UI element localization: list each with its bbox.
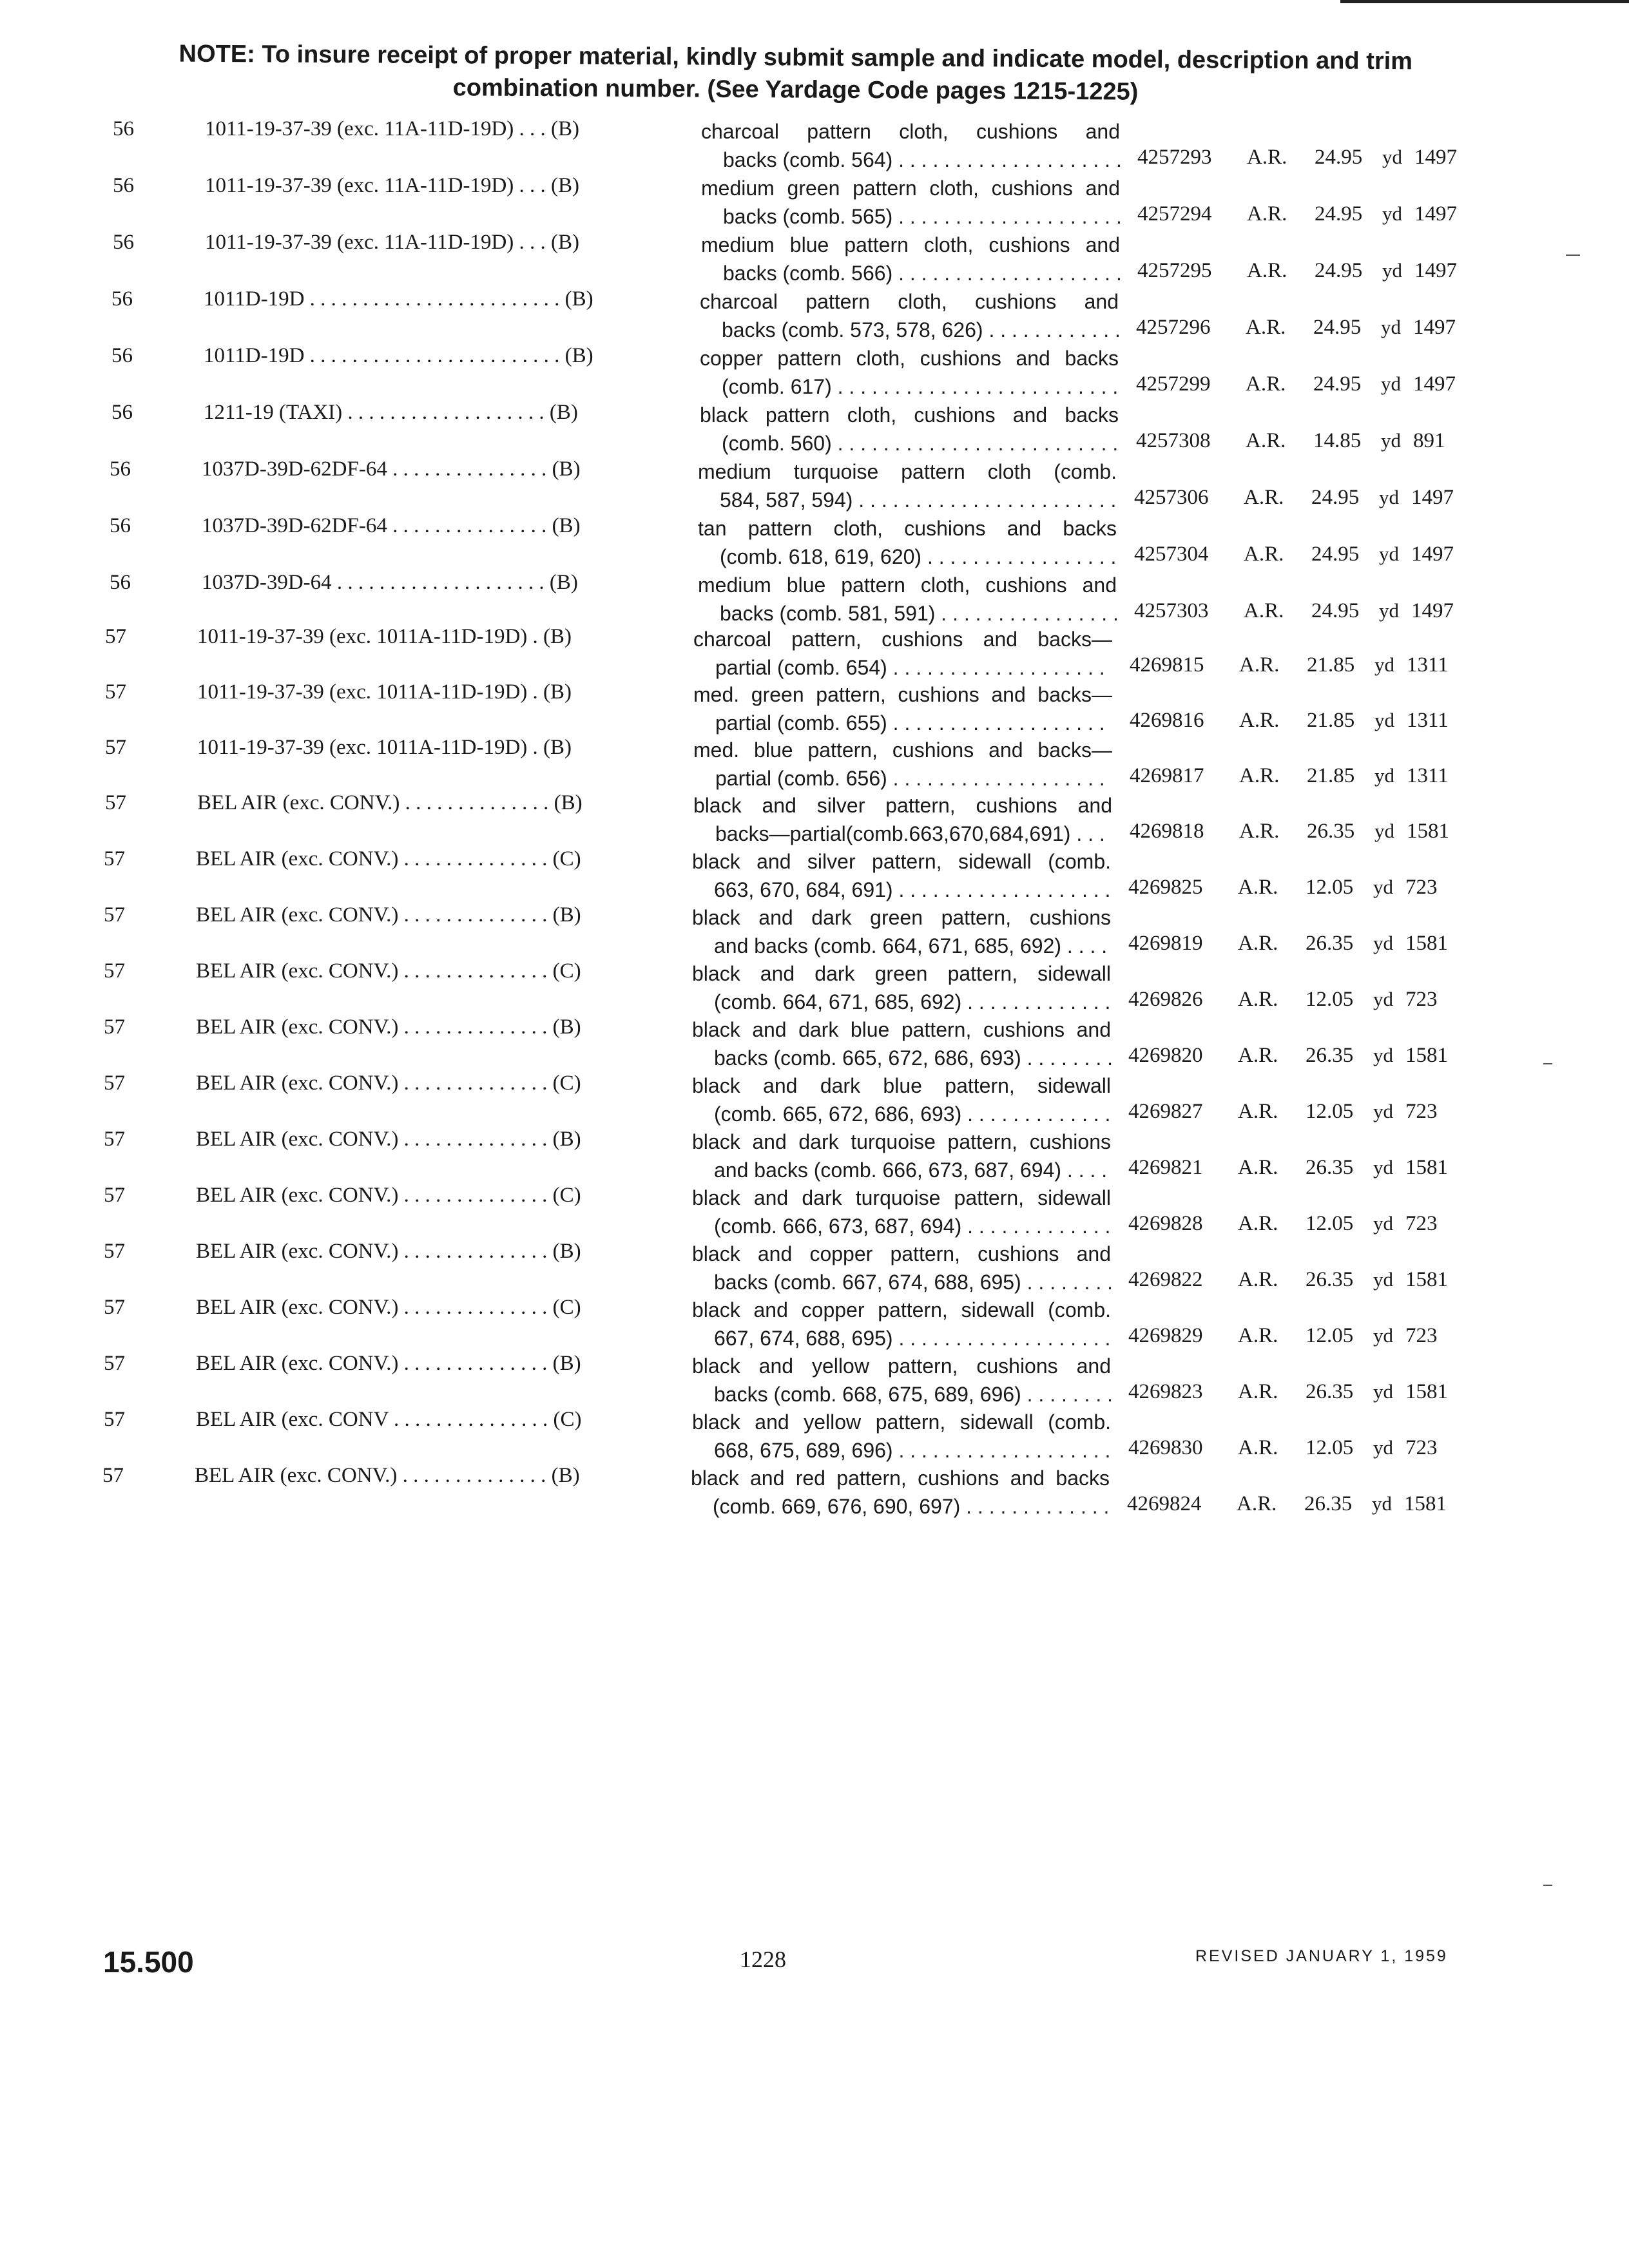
description-line-1: tan pattern cloth, cushions and backs xyxy=(698,517,1117,540)
unit: yd xyxy=(1382,202,1402,225)
yardage-code: 1581 xyxy=(1405,1268,1448,1291)
model-year: 56 xyxy=(113,174,134,197)
unit: yd xyxy=(1382,146,1402,168)
trim-description xyxy=(700,287,1119,344)
unit: yd xyxy=(1379,486,1399,508)
description-line-1: charcoal pattern cloth, cushions and xyxy=(700,290,1119,313)
description-line-2: partial (comb. 656) . . . xyxy=(693,764,1112,793)
unit: yd xyxy=(1373,1324,1393,1347)
part-number: 4257295 xyxy=(1137,259,1212,282)
trim-description xyxy=(692,1015,1111,1072)
model-year: 57 xyxy=(105,736,126,759)
model-year: 57 xyxy=(104,1015,125,1039)
unit: yd xyxy=(1373,1436,1393,1459)
model-numbers: 1011-19-37-39 (exc. 1011A-11D-19D) . (B) xyxy=(197,625,572,648)
description-line-2: (comb. 560) . . . xyxy=(700,429,1119,457)
unit: yd xyxy=(1372,1492,1392,1515)
description-line-1: black and silver pattern, sidewall (comb. xyxy=(692,850,1111,873)
quantity: A.R. xyxy=(1238,1324,1278,1347)
description-line-1: med. green pattern, cushions and backs— xyxy=(693,683,1112,706)
quantity: A.R. xyxy=(1244,599,1284,622)
yardage-code: 1581 xyxy=(1405,1380,1448,1403)
price: 26.35 xyxy=(1306,1380,1354,1403)
part-number: 4269820 xyxy=(1128,1044,1203,1067)
table-row xyxy=(0,625,1621,682)
quantity: A.R. xyxy=(1239,653,1280,677)
description-line-2: 668, 675, 689, 696) . . . xyxy=(692,1436,1111,1465)
description-line-1: black and copper pattern, sidewall (comb. xyxy=(692,1298,1111,1321)
part-number: 4269827 xyxy=(1128,1100,1203,1123)
description-line-1: black and yellow pattern, sidewall (comb. xyxy=(692,1410,1111,1434)
part-number: 4257304 xyxy=(1134,543,1209,566)
price: 14.85 xyxy=(1313,429,1362,452)
description-line-2: 663, 670, 684, 691) . . . xyxy=(692,876,1111,904)
quantity: A.R. xyxy=(1239,820,1280,843)
model-numbers: BEL AIR (exc. CONV.) . . . . . . . . . . . . . . (C) xyxy=(196,1184,581,1207)
quantity: A.R. xyxy=(1247,202,1287,226)
model-numbers: BEL AIR (exc. CONV . . . . . . . . . . . . . . . (C) xyxy=(196,1408,582,1431)
unit: yd xyxy=(1373,1212,1393,1235)
model-numbers: BEL AIR (exc. CONV.) . . . . . . . . . . . . . . (B) xyxy=(196,1015,581,1039)
quantity: A.R. xyxy=(1239,709,1280,732)
price: 12.05 xyxy=(1306,1436,1354,1459)
part-number: 4269817 xyxy=(1130,764,1204,787)
model-numbers: 1011-19-37-39 (exc. 11A-11D-19D) . . . (B) xyxy=(205,117,580,140)
quantity: A.R. xyxy=(1238,1436,1278,1459)
quantity: A.R. xyxy=(1238,1268,1278,1291)
table-row xyxy=(0,287,1628,344)
yardage-code: 1497 xyxy=(1414,146,1457,169)
price: 21.85 xyxy=(1307,709,1355,732)
trim-description xyxy=(693,625,1112,682)
model-numbers: BEL AIR (exc. CONV.) . . . . . . . . . . . . . . (C) xyxy=(196,1296,581,1319)
table-row xyxy=(0,457,1626,514)
trim-description xyxy=(692,1296,1111,1352)
description-line-2: backs (comb. 667, 674, 688, 695) . . . xyxy=(692,1268,1111,1296)
section-number: 15.500 xyxy=(103,1945,194,1979)
yardage-code: 1581 xyxy=(1405,932,1448,955)
quantity: A.R. xyxy=(1238,1380,1278,1403)
model-year: 57 xyxy=(105,680,126,704)
description-line-2: backs (comb. 573, 578, 626) . . . xyxy=(700,316,1119,344)
description-line-2: backs (comb. 564) . . . xyxy=(701,146,1120,174)
description-line-2: backs (comb. 566) . . . xyxy=(701,259,1120,287)
description-line-2: backs (comb. 581, 591) . . . xyxy=(698,599,1117,628)
description-line-2: and backs (comb. 664, 671, 685, 692) . . . xyxy=(692,932,1111,960)
yardage-code: 723 xyxy=(1405,876,1438,899)
model-numbers: BEL AIR (exc. CONV.) . . . . . . . . . . . . . . (B) xyxy=(196,1128,581,1151)
model-year: 57 xyxy=(104,1352,125,1375)
description-line-2: partial (comb. 655) . . . xyxy=(693,709,1112,737)
unit: yd xyxy=(1373,1380,1393,1403)
quantity: A.R. xyxy=(1244,486,1284,509)
yardage-code: 1311 xyxy=(1407,764,1449,787)
trim-description xyxy=(692,1184,1111,1240)
table-row xyxy=(0,117,1629,174)
trim-description xyxy=(693,736,1112,793)
price: 26.35 xyxy=(1306,1156,1354,1179)
table-row xyxy=(0,1464,1619,1521)
price: 12.05 xyxy=(1306,876,1354,899)
part-number: 4269826 xyxy=(1128,988,1203,1011)
price: 26.35 xyxy=(1306,1268,1354,1291)
yardage-code: 1581 xyxy=(1405,1044,1448,1067)
part-number: 4269821 xyxy=(1128,1156,1203,1179)
trim-description xyxy=(692,1240,1111,1296)
yardage-code: 723 xyxy=(1405,1100,1438,1123)
unit: yd xyxy=(1379,599,1399,622)
model-year: 57 xyxy=(104,1240,125,1263)
description-line-2: (comb. 618, 619, 620) . . . xyxy=(698,543,1117,571)
model-year: 56 xyxy=(113,231,134,254)
description-line-2: and backs (comb. 666, 673, 687, 694) . . . xyxy=(692,1156,1111,1184)
description-line-1: med. blue pattern, cushions and backs— xyxy=(693,738,1112,762)
quantity: A.R. xyxy=(1247,146,1287,169)
model-numbers: BEL AIR (exc. CONV.) . . . . . . . . . . . . . . (B) xyxy=(196,1240,581,1263)
header-note: NOTE: To insure receipt of proper material, kindly submit sample and indicate model, description and trim combination number. (See Yardage Code pages 1215-1225) xyxy=(178,40,1413,106)
description-line-1: black and dark green pattern, sidewall xyxy=(692,962,1111,985)
model-year: 57 xyxy=(104,1184,125,1207)
description-line-2: backs (comb. 665, 672, 686, 693) . . . xyxy=(692,1044,1111,1072)
part-number: 4257308 xyxy=(1136,429,1211,452)
part-number: 4269823 xyxy=(1128,1380,1203,1403)
description-line-2: backs (comb. 668, 675, 689, 696) . . . xyxy=(692,1380,1111,1408)
part-number: 4257293 xyxy=(1137,146,1212,169)
model-numbers: 1011-19-37-39 (exc. 1011A-11D-19D) . (B) xyxy=(197,736,572,759)
unit: yd xyxy=(1373,1156,1393,1178)
unit: yd xyxy=(1374,709,1394,731)
part-number: 4269815 xyxy=(1130,653,1204,677)
model-year: 57 xyxy=(105,625,126,648)
price: 21.85 xyxy=(1307,764,1355,787)
part-number: 4269825 xyxy=(1128,876,1203,899)
unit: yd xyxy=(1374,764,1394,787)
description-line-1: medium green pattern cloth, cushions and xyxy=(701,177,1120,200)
part-number: 4269818 xyxy=(1130,820,1204,843)
price: 24.95 xyxy=(1311,599,1360,622)
quantity: A.R. xyxy=(1247,259,1287,282)
price: 24.95 xyxy=(1313,372,1362,396)
model-year: 57 xyxy=(102,1464,124,1487)
table-row xyxy=(0,680,1621,737)
top-edge-rule xyxy=(1340,0,1629,3)
model-year: 57 xyxy=(104,959,125,983)
model-year: 57 xyxy=(104,1408,125,1431)
description-line-1: black and dark blue pattern, cushions and xyxy=(692,1018,1111,1041)
description-line-1: black and yellow pattern, cushions and xyxy=(692,1354,1111,1378)
trim-description xyxy=(701,231,1120,287)
part-number: 4257306 xyxy=(1134,486,1209,509)
description-line-1: medium blue pattern cloth, cushions and xyxy=(698,573,1117,597)
page-number: 1228 xyxy=(740,1946,786,1972)
trim-description xyxy=(692,1072,1111,1128)
price: 12.05 xyxy=(1306,1100,1354,1123)
description-line-2: 667, 674, 688, 695) . . . xyxy=(692,1324,1111,1352)
price: 26.35 xyxy=(1304,1492,1353,1515)
model-numbers: 1037D-39D-62DF-64 . . . . . . . . . . . . . . . (B) xyxy=(202,514,581,537)
model-numbers: 1037D-39D-64 . . . . . . . . . . . . . . . . . . . . (B) xyxy=(202,571,578,594)
quantity: A.R. xyxy=(1238,1100,1278,1123)
part-number: 4269819 xyxy=(1128,932,1203,955)
trim-description xyxy=(698,514,1117,571)
model-year: 57 xyxy=(104,903,125,927)
yardage-code: 1497 xyxy=(1413,372,1456,396)
part-number: 4269822 xyxy=(1128,1268,1203,1291)
yardage-code: 723 xyxy=(1405,1436,1438,1459)
model-year: 57 xyxy=(104,1296,125,1319)
part-number: 4257299 xyxy=(1136,372,1211,396)
table-row xyxy=(0,514,1626,571)
table-row xyxy=(0,174,1629,231)
quantity: A.R. xyxy=(1238,932,1278,955)
model-year: 56 xyxy=(113,117,134,140)
unit: yd xyxy=(1373,932,1393,954)
trim-description xyxy=(692,903,1111,960)
quantity: A.R. xyxy=(1244,543,1284,566)
unit: yd xyxy=(1373,1100,1393,1122)
unit: yd xyxy=(1379,543,1399,565)
scan-speck xyxy=(1543,1885,1552,1886)
price: 26.35 xyxy=(1306,932,1354,955)
table-row xyxy=(0,1015,1620,1072)
scan-speck xyxy=(1566,255,1580,256)
trim-description xyxy=(698,571,1117,628)
quantity: A.R. xyxy=(1238,1156,1278,1179)
part-number: 4269830 xyxy=(1128,1436,1203,1459)
description-line-1: black and dark turquoise pattern, sidewall xyxy=(692,1186,1111,1209)
description-line-2: 584, 587, 594) . . . xyxy=(698,486,1117,514)
table-row xyxy=(0,736,1621,793)
model-numbers: BEL AIR (exc. CONV.) . . . . . . . . . . . . . . (B) xyxy=(195,1464,580,1487)
price: 24.95 xyxy=(1313,316,1362,339)
model-numbers: BEL AIR (exc. CONV.) . . . . . . . . . . . . . . (B) xyxy=(196,1352,581,1375)
description-line-2: backs—partial(comb.663,670,684,691) . . . xyxy=(693,820,1112,848)
description-line-2: (comb. 665, 672, 686, 693) . . . xyxy=(692,1100,1111,1128)
table-row xyxy=(0,401,1628,457)
yardage-code: 1497 xyxy=(1414,259,1457,282)
price: 26.35 xyxy=(1306,1044,1354,1067)
quantity: A.R. xyxy=(1238,876,1278,899)
yardage-code: 1497 xyxy=(1411,599,1454,622)
trim-description xyxy=(692,847,1111,904)
model-year: 57 xyxy=(104,847,125,870)
model-year: 56 xyxy=(111,344,133,367)
table-row xyxy=(0,344,1628,401)
model-year: 57 xyxy=(105,791,126,814)
price: 24.95 xyxy=(1315,202,1363,226)
yardage-code: 723 xyxy=(1405,1324,1438,1347)
yardage-code: 1581 xyxy=(1405,1156,1448,1179)
yardage-code: 1311 xyxy=(1407,709,1449,732)
description-line-2: (comb. 617) . . . xyxy=(700,372,1119,401)
yardage-code: 1581 xyxy=(1407,820,1449,843)
description-line-1: black and red pattern, cushions and backs xyxy=(691,1466,1110,1490)
table-row xyxy=(0,1184,1620,1240)
trim-description xyxy=(701,174,1120,231)
yardage-code: 1497 xyxy=(1411,486,1454,509)
model-year: 56 xyxy=(110,514,131,537)
price: 24.95 xyxy=(1311,486,1360,509)
price: 12.05 xyxy=(1306,1324,1354,1347)
model-year: 56 xyxy=(110,457,131,481)
model-numbers: 1211-19 (TAXI) . . . . . . . . . . . . . . . . . . . (B) xyxy=(204,401,578,424)
description-line-2: (comb. 669, 676, 690, 697) . . . xyxy=(691,1492,1110,1521)
table-row xyxy=(0,903,1620,960)
trim-description xyxy=(692,1352,1111,1408)
price: 24.95 xyxy=(1315,146,1363,169)
trim-description xyxy=(698,457,1117,514)
price: 24.95 xyxy=(1315,259,1363,282)
model-numbers: 1011D-19D . . . . . . . . . . . . . . . . . . . . . . . . (B) xyxy=(204,344,593,367)
price: 21.85 xyxy=(1307,653,1355,677)
model-numbers: BEL AIR (exc. CONV.) . . . . . . . . . . . . . . (C) xyxy=(196,847,581,870)
description-line-1: black and silver pattern, cushions and xyxy=(693,794,1112,817)
yardage-code: 1581 xyxy=(1404,1492,1447,1515)
price: 12.05 xyxy=(1306,1212,1354,1235)
yardage-code: 723 xyxy=(1405,1212,1438,1235)
quantity: A.R. xyxy=(1246,316,1286,339)
model-numbers: 1037D-39D-62DF-64 . . . . . . . . . . . . . . . (B) xyxy=(202,457,581,481)
model-numbers: 1011-19-37-39 (exc. 11A-11D-19D) . . . (B) xyxy=(205,231,580,254)
yardage-code: 1497 xyxy=(1414,202,1457,226)
yardage-code: 1497 xyxy=(1411,543,1454,566)
description-line-2: (comb. 664, 671, 685, 692) . . . xyxy=(692,988,1111,1016)
model-year: 57 xyxy=(104,1128,125,1151)
table-row xyxy=(0,1408,1620,1465)
model-year: 57 xyxy=(104,1072,125,1095)
description-line-1: black and dark green pattern, cushions xyxy=(692,906,1111,929)
trim-description xyxy=(692,1128,1111,1184)
trim-description xyxy=(691,1464,1110,1521)
model-numbers: 1011-19-37-39 (exc. 11A-11D-19D) . . . (B) xyxy=(205,174,580,197)
yardage-code: 891 xyxy=(1413,429,1445,452)
revision-date: REVISED JANUARY 1, 1959 xyxy=(1195,1947,1448,1965)
quantity: A.R. xyxy=(1246,429,1286,452)
price: 24.95 xyxy=(1311,543,1360,566)
description-line-1: copper pattern cloth, cushions and backs xyxy=(700,347,1119,370)
description-line-1: black pattern cloth, cushions and backs xyxy=(700,403,1119,427)
yardage-code: 1311 xyxy=(1407,653,1449,677)
trim-description xyxy=(700,344,1119,401)
part-number: 4269828 xyxy=(1128,1212,1203,1235)
trim-description xyxy=(700,401,1119,457)
part-number: 4269816 xyxy=(1130,709,1204,732)
part-number: 4257296 xyxy=(1136,316,1211,339)
model-numbers: BEL AIR (exc. CONV.) . . . . . . . . . . . . . . (C) xyxy=(196,1072,581,1095)
unit: yd xyxy=(1381,372,1401,395)
model-year: 56 xyxy=(111,401,133,424)
quantity: A.R. xyxy=(1238,1212,1278,1235)
table-row xyxy=(0,231,1629,287)
quantity: A.R. xyxy=(1238,988,1278,1011)
model-year: 56 xyxy=(111,287,133,311)
description-line-2: backs (comb. 565) . . . xyxy=(701,202,1120,231)
description-line-1: medium turquoise pattern cloth (comb. xyxy=(698,460,1117,483)
unit: yd xyxy=(1381,316,1401,338)
table-row xyxy=(0,1352,1620,1408)
table-row xyxy=(0,571,1626,628)
quantity: A.R. xyxy=(1237,1492,1277,1515)
price: 12.05 xyxy=(1306,988,1354,1011)
model-numbers: BEL AIR (exc. CONV.) . . . . . . . . . . . . . . (C) xyxy=(196,959,581,983)
description-line-1: charcoal pattern cloth, cushions and xyxy=(701,120,1120,143)
quantity: A.R. xyxy=(1239,764,1280,787)
unit: yd xyxy=(1374,653,1394,676)
table-row xyxy=(0,1072,1620,1128)
table-row xyxy=(0,1240,1620,1296)
table-row xyxy=(0,847,1620,904)
unit: yd xyxy=(1382,259,1402,282)
model-year: 56 xyxy=(110,571,131,594)
part-number: 4257303 xyxy=(1134,599,1209,622)
trim-description xyxy=(692,1408,1111,1465)
price: 26.35 xyxy=(1307,820,1355,843)
trim-description xyxy=(701,117,1120,174)
quantity: A.R. xyxy=(1246,372,1286,396)
description-line-2: (comb. 666, 673, 687, 694) . . . xyxy=(692,1212,1111,1240)
scan-speck xyxy=(1543,1063,1552,1064)
description-line-1: black and copper pattern, cushions and xyxy=(692,1242,1111,1265)
unit: yd xyxy=(1381,429,1401,452)
unit: yd xyxy=(1373,1268,1393,1291)
model-numbers: 1011D-19D . . . . . . . . . . . . . . . . . . . . . . . . (B) xyxy=(204,287,593,311)
table-row xyxy=(0,1296,1620,1352)
part-number: 4269829 xyxy=(1128,1324,1203,1347)
quantity: A.R. xyxy=(1238,1044,1278,1067)
yardage-code: 723 xyxy=(1405,988,1438,1011)
unit: yd xyxy=(1373,876,1393,898)
model-numbers: BEL AIR (exc. CONV.) . . . . . . . . . . . . . . (B) xyxy=(196,903,581,927)
trim-description xyxy=(693,680,1112,737)
part-number: 4257294 xyxy=(1137,202,1212,226)
description-line-2: partial (comb. 654) . . . xyxy=(693,653,1112,682)
trim-description xyxy=(693,791,1112,848)
unit: yd xyxy=(1373,1044,1393,1066)
yardage-code: 1497 xyxy=(1413,316,1456,339)
model-numbers: BEL AIR (exc. CONV.) . . . . . . . . . . . . . . (B) xyxy=(197,791,583,814)
description-line-1: black and dark blue pattern, sidewall xyxy=(692,1074,1111,1097)
description-line-1: medium blue pattern cloth, cushions and xyxy=(701,233,1120,256)
table-row xyxy=(0,791,1621,848)
unit: yd xyxy=(1374,820,1394,842)
trim-description xyxy=(692,959,1111,1016)
table-row xyxy=(0,959,1620,1016)
description-line-1: black and dark turquoise pattern, cushions xyxy=(692,1130,1111,1153)
model-numbers: 1011-19-37-39 (exc. 1011A-11D-19D) . (B) xyxy=(197,680,572,704)
unit: yd xyxy=(1373,988,1393,1010)
table-row xyxy=(0,1128,1620,1184)
part-number: 4269824 xyxy=(1127,1492,1202,1515)
description-line-1: charcoal pattern, cushions and backs— xyxy=(693,628,1112,651)
